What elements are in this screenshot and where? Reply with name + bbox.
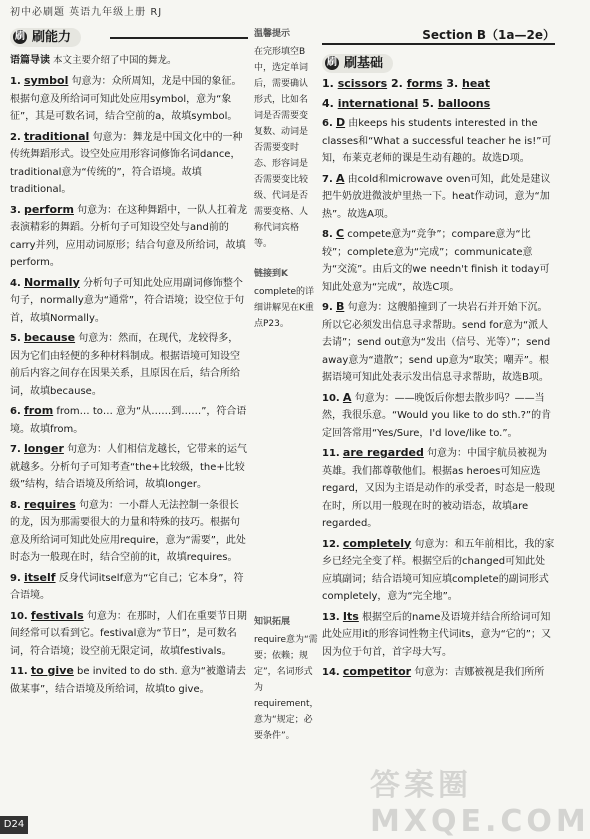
answer-entry	[10, 274, 248, 328]
tip-text: 在完形填空B中，选定单词后，需要确认形式，比如名词是否需要变复数、动词是否需要变时态、形容词是否需要变比较级、代词是否需要变格、人称代词宾格等。	[254, 47, 309, 249]
answer-entry	[10, 72, 248, 126]
entry-explanation: 句意为：舞龙是中国文化中的一种传统舞蹈形式。设空处应用形容词修饰名词dance，traditional意为“传统的”，符合语境。故填traditional。	[10, 131, 243, 195]
entry-explanation: 句意为：吉娜被视是我们所所	[414, 667, 545, 678]
vocab-row	[322, 74, 555, 94]
vocab-word: heat	[462, 77, 490, 90]
entry-answer: are regarded	[342, 446, 424, 459]
basics-section-badge	[322, 54, 393, 73]
entry-answer: B	[335, 300, 345, 313]
answer-entry	[322, 114, 555, 168]
vocab-num: 2.	[391, 77, 403, 90]
entry-number: 9.	[322, 302, 333, 313]
entry-explanation: 句意为：和五年前相比，我的家乡已经完全变了样。根据空后的changed可知此处应填副词；结合语境可知应填complete的副词形式completely，意为“完全地”。	[322, 538, 555, 602]
vocab-num: 1.	[322, 77, 334, 90]
left-answer-list	[10, 72, 248, 698]
entry-number: 7.	[10, 444, 21, 455]
entry-number: 10.	[322, 392, 340, 404]
entry-explanation: 句意为：——晚饭后你想去散步吗？——当然，我很乐意。“Would you like to do sth.?”的肯定回答常用“Yes/Sure，I'd love/like to.”。	[322, 392, 552, 439]
right-answer-list	[322, 114, 555, 682]
watermark: 答案圈 MXQE.COM	[370, 768, 590, 839]
vocab-word: balloons	[437, 97, 491, 110]
entry-explanation: 句意为：然而，在现代，龙较得多，因为它们由轻便的多种材料制成。根据语境可知设空前后内容之间存在因果关系，且原因在后，结合所给词，故填because。	[10, 333, 240, 397]
page-number: D24	[0, 816, 28, 834]
vocab-word: international	[337, 97, 419, 110]
answer-entry	[10, 440, 248, 494]
answer-entry	[322, 444, 555, 533]
ability-section-label: 刷能力	[32, 30, 72, 45]
answer-entry	[10, 607, 248, 661]
entry-explanation: from… to… 意为“从……到……”，符合语境。故填from。	[10, 406, 247, 435]
vocab-num: 3.	[446, 77, 459, 90]
entry-explanation: 句意为：这艘船撞到了一块岩石并开始下沉。所以它必须发出信息寻求帮助。send for意为“派人去请”；send out意为“发出（信号、光等）”；send away意为“遣散”；send up意为“取笑；嘲弄”。根据语境可知此处表示发出信息寻求帮助，故选B项。	[322, 302, 551, 383]
entry-answer: symbol	[23, 74, 69, 87]
entry-explanation: 句意为：在那时，人们在重要节日期间经常可以看到它。festival意为“节日”，是可数名词，符合语境；设空前无限定词，故填festivals。	[10, 610, 247, 657]
entry-answer: perform	[23, 202, 74, 216]
entry-number: 3.	[10, 204, 21, 216]
guide-label: 语篇导读	[10, 55, 50, 66]
entry-number: 13.	[322, 611, 340, 623]
book-title: 初中必刷题 英语九年级上册 RJ	[10, 7, 163, 18]
knowledge-title: 知识拓展	[254, 617, 291, 627]
vocab-word: forms	[406, 77, 443, 90]
title-rule	[322, 43, 555, 45]
vocab-num: 4.	[322, 97, 334, 110]
entry-number: 11.	[10, 666, 28, 677]
answer-entry	[322, 535, 555, 606]
entry-number: 4.	[10, 277, 21, 289]
header-rule	[110, 37, 248, 39]
entry-answer: Its	[342, 609, 359, 623]
answer-entry	[10, 569, 248, 605]
entry-answer: completely	[342, 536, 412, 550]
entry-number: 1.	[10, 76, 21, 87]
answer-entry	[10, 496, 248, 567]
entry-number: 6.	[322, 118, 333, 129]
answer-entry	[10, 662, 248, 698]
entry-number: 8.	[322, 229, 333, 240]
right-title-bar	[322, 26, 555, 48]
left-column	[10, 26, 248, 816]
entry-number: 10.	[10, 610, 28, 622]
entry-explanation: 句意为：中国宇航员被视为英雄。我们都尊敬他们。根据as heroes可知应选regard，又因为主语是动作的承受者，时态是一般现在时，所以用一般现在时的被动语态，故填are regarded。	[322, 448, 555, 529]
entry-answer: A	[335, 171, 345, 185]
right-section-header	[322, 52, 555, 74]
page-header	[0, 0, 565, 18]
answer-entry	[322, 663, 555, 682]
tip-box	[254, 26, 316, 252]
answer-entry	[322, 170, 555, 224]
entry-number: 2.	[10, 131, 21, 143]
vocab-answers	[322, 74, 555, 114]
entry-explanation: 反身代词itself意为“它自己；它本身”，符合语境。	[10, 572, 244, 601]
entry-answer: traditional	[23, 129, 90, 143]
reading-guide	[10, 54, 248, 68]
entry-number: 8.	[10, 499, 21, 511]
entry-answer: competitor	[342, 665, 412, 678]
entry-explanation: compete意为“竞争”；compare意为“比较”；complete意为“完成”；communicate意为“交流”。由后文的we needn't finish it today可知此处意为“完成”，故选C项。	[322, 229, 550, 293]
answer-entry	[322, 225, 555, 296]
answer-entry	[10, 201, 248, 272]
entry-answer: because	[23, 331, 76, 344]
left-section-header	[10, 26, 248, 48]
brush-icon: 刷	[15, 31, 25, 42]
entry-number: 14.	[322, 667, 340, 678]
answer-entry	[10, 128, 248, 199]
side-notes	[254, 26, 319, 816]
entry-explanation: 由cold和microwave oven可知，此处是建议把牛奶放进微波炉里热一下。heat作动词，意为“加热”。故选A项。	[322, 173, 551, 220]
knowledge-text: require意为“需要；依赖；规定”，名词形式为requirement，意为“规定；必要条件”。	[254, 635, 319, 741]
right-column	[322, 26, 555, 816]
answer-entry	[322, 298, 555, 387]
entry-number: 11.	[322, 448, 340, 459]
link-box	[254, 266, 316, 332]
entry-number: 9.	[10, 572, 21, 584]
answer-entry	[10, 329, 248, 400]
tip-title: 温馨提示	[254, 29, 291, 39]
entry-answer: longer	[23, 442, 64, 455]
entry-answer: requires	[23, 497, 76, 511]
answer-entry	[10, 402, 248, 438]
vocab-word: scissors	[337, 77, 388, 90]
entry-answer: festivals	[30, 608, 84, 622]
brush-icon: 刷	[327, 57, 337, 68]
entry-explanation: 句意为：人们相信龙越长，它带来的运气就越多。分析句子可知考查“the+比较级，the+比较级”结构，结合语境及所给词，故填longer。	[10, 444, 248, 490]
entry-explanation: 句意为：在这种舞蹈中，一队人扛着龙表演精彩的舞蹈。分析句子可知设空处与and前的carry并列，应用动词原形；结合句意及所给词，故填perform。	[10, 204, 248, 268]
entry-answer: from	[23, 404, 54, 417]
entry-explanation: 分析句子可知此处应用副词修饰整个句子，normally意为“通常”，符合语境；设空位于句首，故填Normally。	[10, 277, 245, 324]
entry-explanation: 由keeps his students interested in the classes和“What a successful teacher he is!”可知，布莱克老师的课是生动有趣的。故选D项。	[322, 118, 552, 164]
answer-entry	[322, 389, 555, 443]
link-title: 链接到K	[254, 269, 288, 279]
entry-number: 7.	[322, 173, 333, 185]
section-title: Section B（1a—2e）	[422, 28, 555, 42]
entry-answer: to give	[30, 664, 74, 677]
entry-answer: D	[335, 116, 346, 129]
entry-number: 6.	[10, 406, 21, 417]
entry-number: 5.	[10, 333, 21, 344]
entry-answer: C	[335, 227, 345, 240]
basics-section-label: 刷基础	[344, 56, 384, 71]
entry-number: 12.	[322, 538, 340, 550]
link-text: complete的详细讲解见在K重点P23。	[254, 287, 315, 329]
knowledge-box	[254, 614, 319, 744]
entry-explanation: 句意为：众所周知，龙是中国的象征。根据句意及所给词可知此处应用symbol，意为“象征”，其是可数名词，结合空前的a，故填symbol。	[10, 76, 242, 122]
answer-entry	[322, 608, 555, 662]
ability-section-badge	[10, 28, 81, 47]
entry-explanation: be invited to do sth. 意为“被邀请去做某事”，结合语境及所给词，故填to give。	[10, 666, 246, 695]
vocab-num: 5.	[422, 97, 434, 110]
entry-explanation: 根据空后的name及语境并结合所给词可知此处应用it的形容词性物主代词its，意为“它的”；又因为位于句首，首字母大写。	[322, 611, 551, 658]
guide-text: 本文主要介绍了中国的舞龙。	[53, 55, 177, 66]
entry-answer: Normally	[23, 275, 80, 289]
entry-answer: A	[342, 390, 352, 404]
entry-explanation: 句意为：一小群人无法控制一条很长的龙，因为那需要很大的力量和特殊的技巧。根据句意及所给词可知此处应用require，意为“需要”，此处时态为一般现在时，结合空前的it，故填requires。	[10, 499, 246, 563]
vocab-row	[322, 94, 555, 114]
entry-answer: itself	[23, 570, 56, 584]
